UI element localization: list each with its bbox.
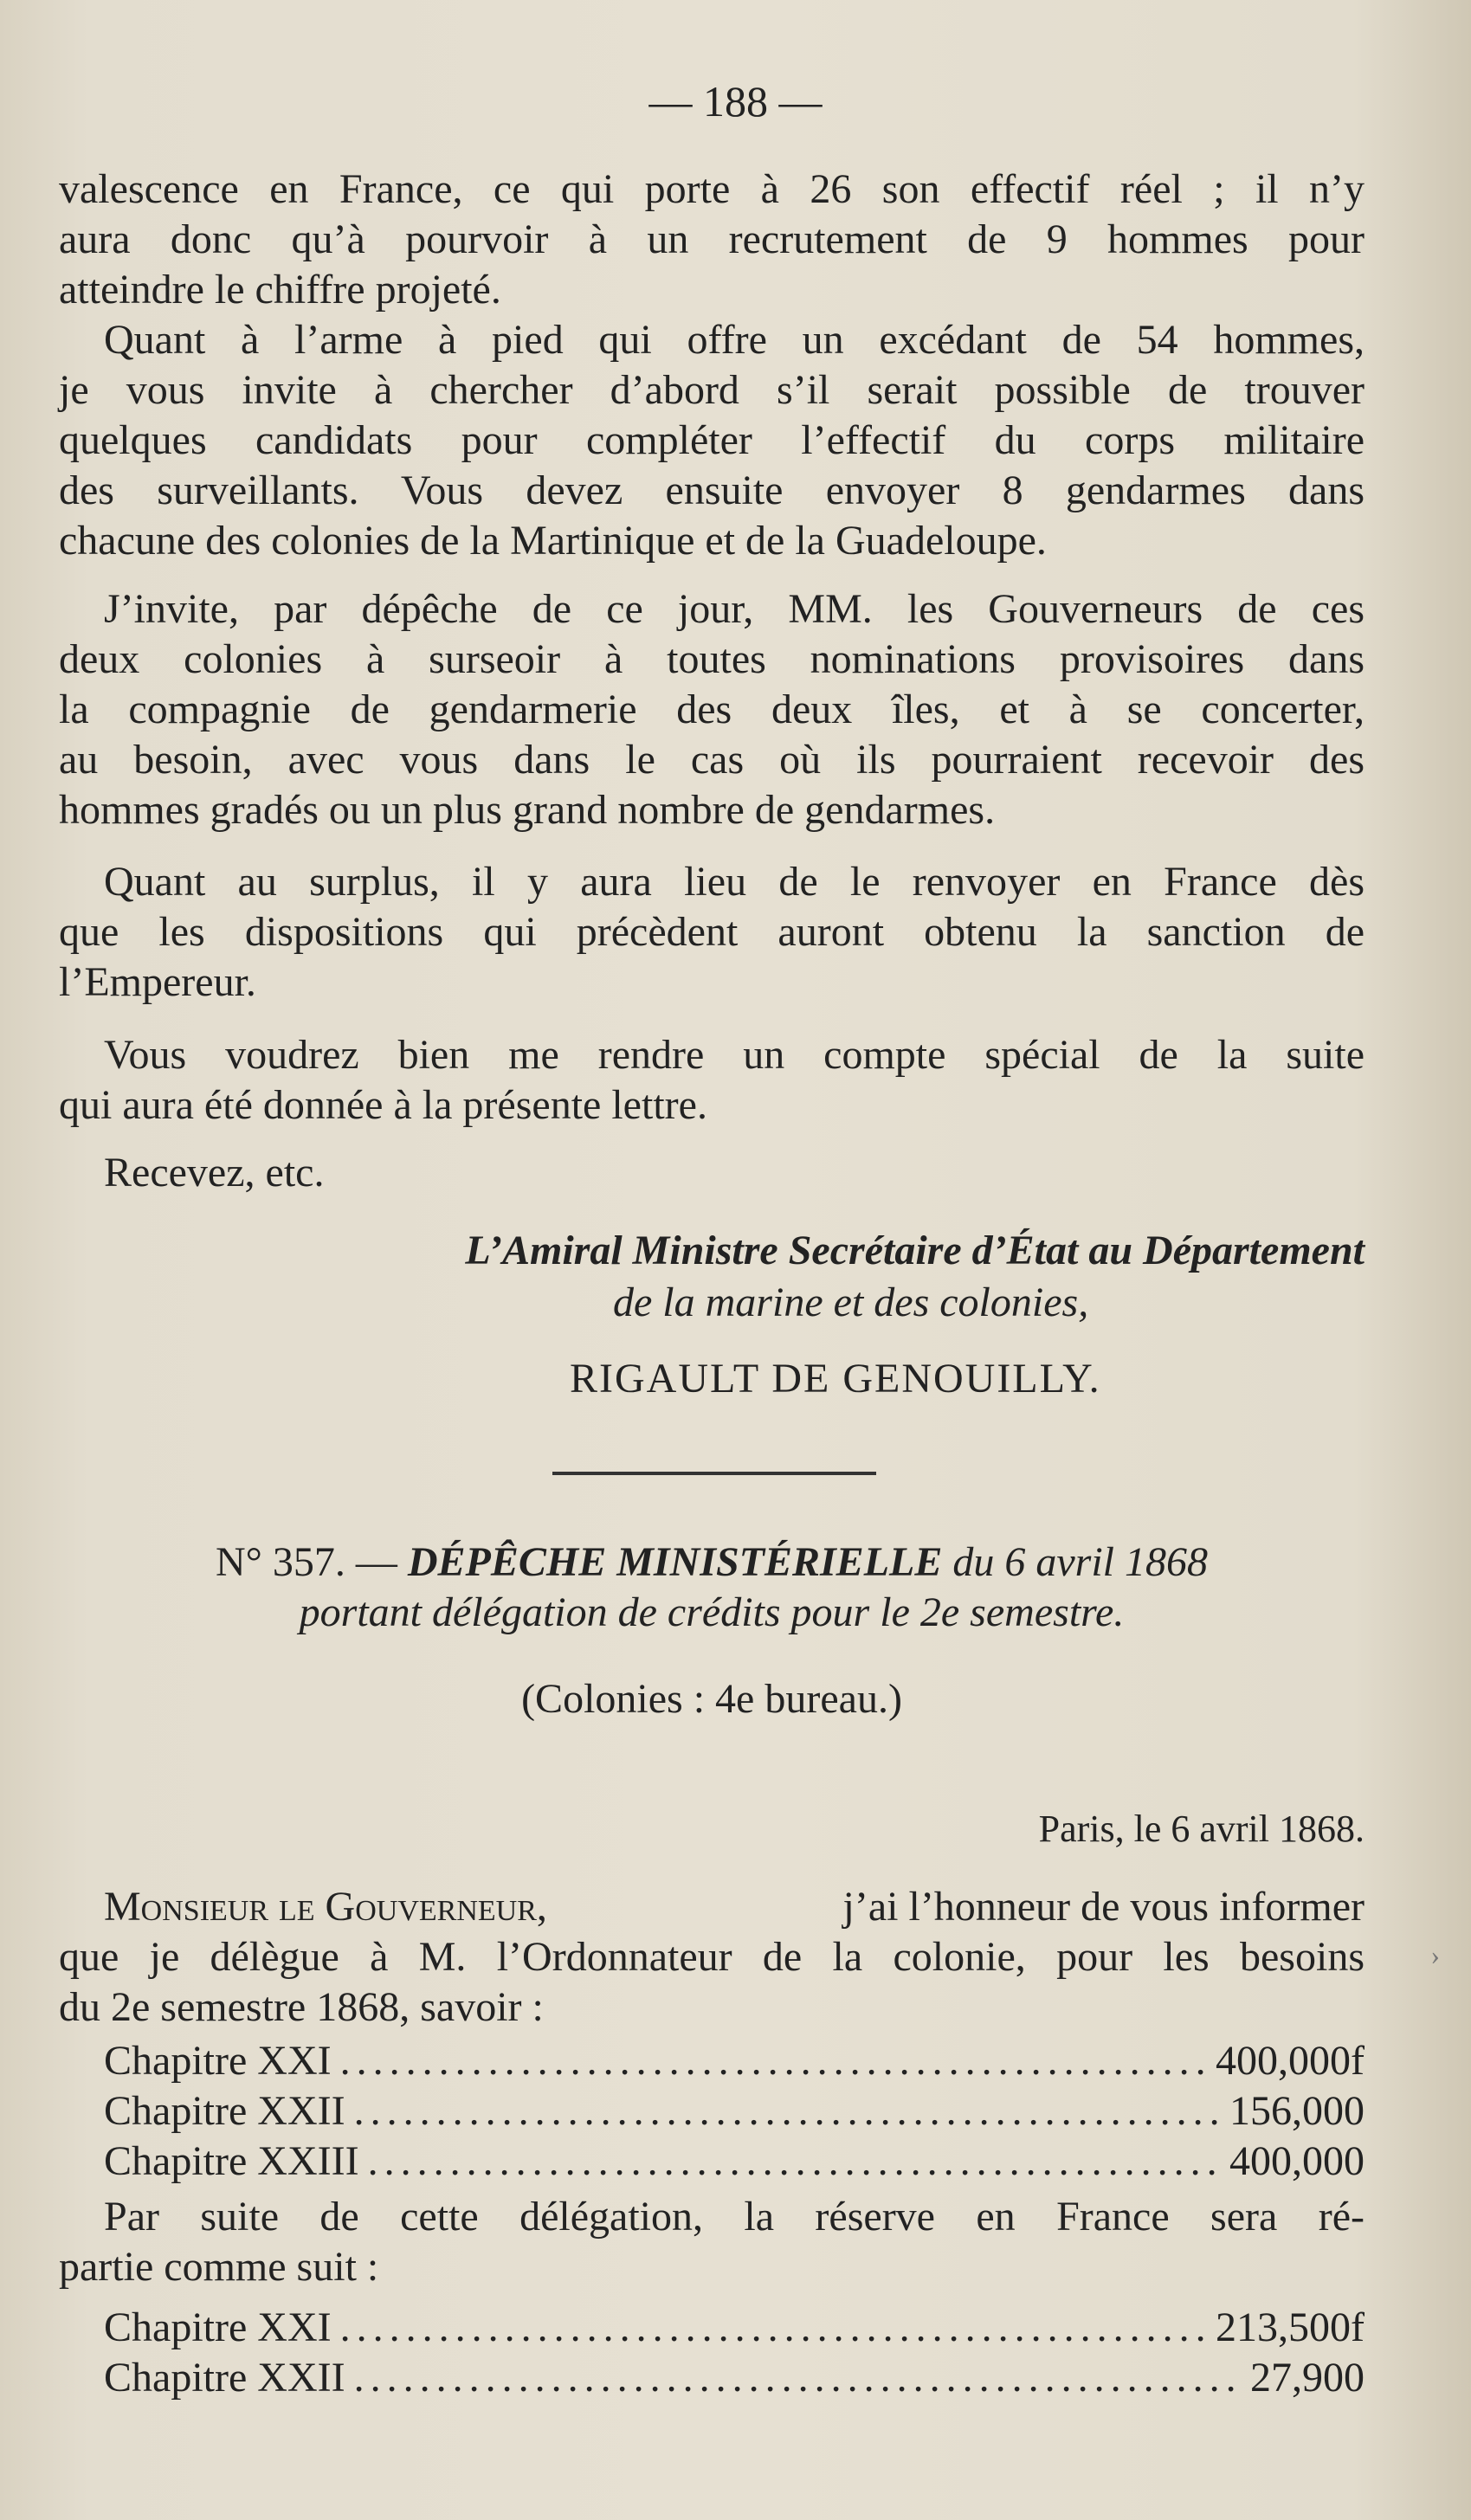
text-line: l’Empereur. <box>59 959 256 1005</box>
chapter-label: Chapitre XXIII <box>104 2138 359 2184</box>
dispatch-office: (Colonies : 4e bureau.) <box>521 1676 902 1722</box>
chapter-label: Chapitre XXI <box>104 2304 332 2350</box>
signature-name: RIGAULT DE GENOUILLY. <box>570 1356 1101 1402</box>
dispatch-number: N° 357. <box>216 1539 345 1585</box>
leader-dots <box>354 2353 1242 2403</box>
text-line: aura donc qu’à pourvoir à un recrutement de 9 hommes pour <box>59 216 1365 262</box>
chapter-label: Chapitre XXI <box>104 2038 332 2084</box>
dispatch-date: du 6 avril 1868 <box>952 1539 1208 1585</box>
ledger-row <box>104 2086 1365 2137</box>
text-line: Quant à l’arme à pied qui offre un excédant de 54 hommes, <box>104 317 1365 363</box>
chapter-amount: 400,000f <box>1216 2038 1365 2084</box>
text-line: quelques candidats pour compléter l’effectif du corps militaire <box>59 417 1365 463</box>
ledger-row <box>104 2137 1365 2187</box>
text-line: du 2e semestre 1868, savoir : <box>59 1984 544 2030</box>
text-line: des surveillants. Vous devez ensuite envoyer 8 gendarmes dans <box>59 467 1365 513</box>
chapter-amount: 213,500f <box>1216 2304 1365 2350</box>
ledger-row <box>104 2303 1365 2353</box>
text-line: que je délègue à M. l’Ordonnateur de la colonie, pour les besoins <box>59 1934 1365 1980</box>
text-line: J’invite, par dépêche de ce jour, MM. les Gouverneurs de ces <box>104 586 1365 632</box>
dispatch-title: DÉPÊCHE MINISTÉRIELLE <box>407 1539 943 1585</box>
text-line: Vous voudrez bien me rendre un compte spécial de la suite <box>104 1032 1365 1078</box>
opening-line <box>104 1882 1365 1932</box>
text-line: Recevez, etc. <box>104 1150 325 1196</box>
salutation: Monsieur le Gouverneur, <box>104 1884 547 1930</box>
leader-dots <box>340 2303 1207 2353</box>
text-line: la compagnie de gendarmerie des deux îles, et à se concerter, <box>59 686 1365 732</box>
chapter-amount: 400,000 <box>1229 2138 1365 2184</box>
chapter-amount: 156,000 <box>1229 2088 1365 2134</box>
text-line: Quant au surplus, il y aura lieu de le renvoyer en France dès <box>104 859 1365 905</box>
text-line: au besoin, avec vous dans le cas où ils pourraient recevoir des <box>59 737 1365 783</box>
chapter-label: Chapitre XXII <box>104 2088 345 2134</box>
margin-mark: › <box>1430 1939 1440 1970</box>
leader-dots <box>354 2086 1221 2137</box>
signature-title-line2: de la marine et des colonies, <box>613 1279 1089 1325</box>
text-line: que les dispositions qui précèdent auront obtenu la sanction de <box>59 909 1365 955</box>
heading-dash: — <box>355 1539 397 1585</box>
text-line: hommes gradés ou un plus grand nombre de gendarmes. <box>59 787 996 833</box>
chapter-label: Chapitre XXII <box>104 2355 345 2401</box>
text-line: chacune des colonies de la Martinique et de la Guadeloupe. <box>59 518 1047 564</box>
opening-text: j’ai l’honneur de vous informer <box>842 1884 1365 1930</box>
page-number: — 188 — <box>648 77 823 126</box>
text-line: Par suite de cette délégation, la réserve en France sera ré- <box>104 2194 1365 2240</box>
text-line: partie comme suit : <box>59 2244 379 2290</box>
leader-dots <box>368 2137 1221 2187</box>
dispatch-heading <box>59 1537 1365 1588</box>
section-divider <box>552 1472 876 1475</box>
ledger-row <box>104 2036 1365 2086</box>
ledger-row <box>104 2353 1365 2403</box>
signature-title-line1: L’Amiral Ministre Secrétaire d’État au Département <box>465 1228 1365 1273</box>
leader-dots <box>340 2036 1207 2086</box>
dateline: Paris, le 6 avril 1868. <box>1038 1808 1365 1850</box>
text-line: deux colonies à surseoir à toutes nominations provisoires dans <box>59 636 1365 682</box>
text-line: valescence en France, ce qui porte à 26 son effectif réel ; il n’y <box>59 166 1365 212</box>
dispatch-subtitle: portant délégation de crédits pour le 2e semestre. <box>299 1589 1125 1635</box>
chapter-amount: 27,900 <box>1250 2355 1365 2401</box>
text-line: atteindre le chiffre projeté. <box>59 267 501 313</box>
text-line: je vous invite à chercher d’abord s’il serait possible de trouver <box>59 367 1365 413</box>
text-line: qui aura été donnée à la présente lettre. <box>59 1082 707 1128</box>
